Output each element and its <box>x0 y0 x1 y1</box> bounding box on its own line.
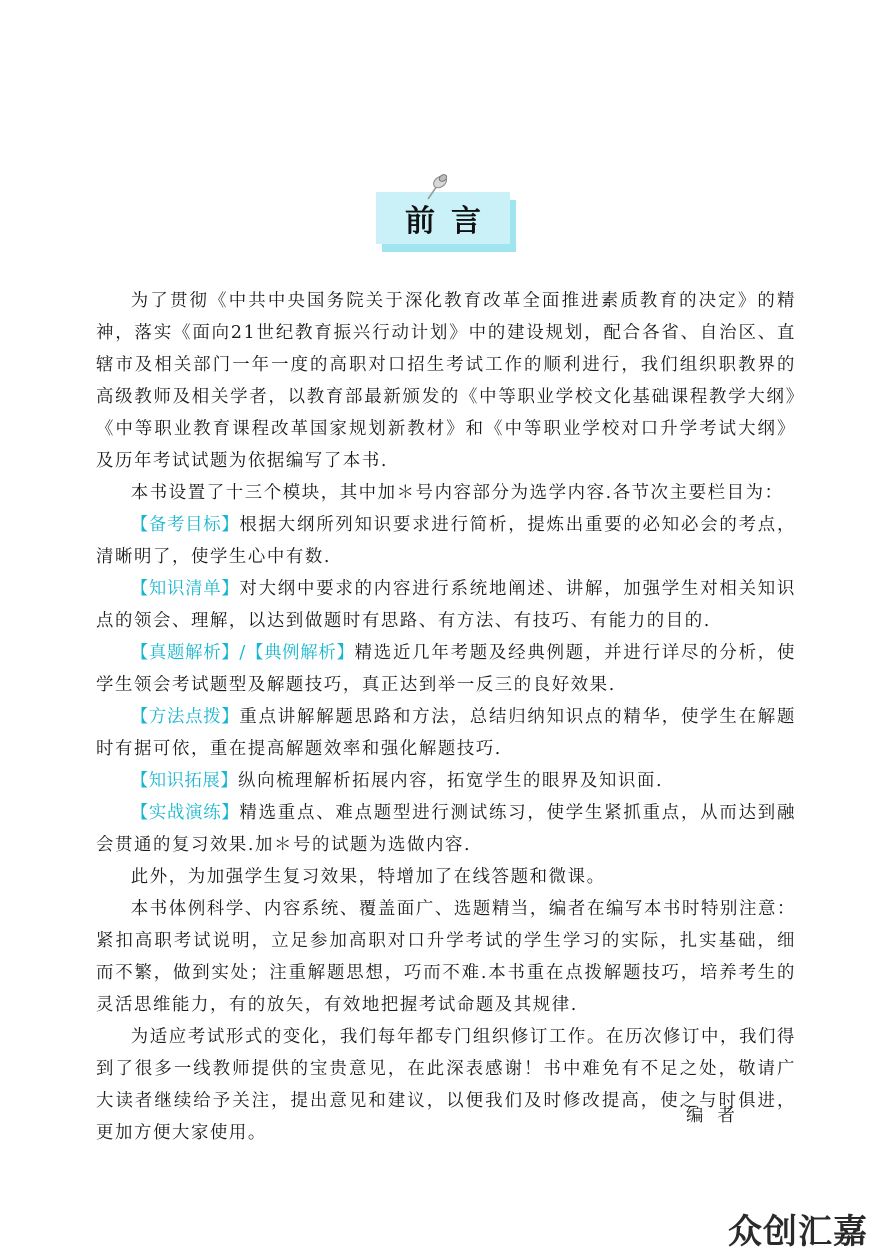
paragraph-text: 本书设置了十三个模块，其中加＊号内容部分为选学内容.各节次主要栏目为： <box>130 483 784 503</box>
paragraph-text: 为适应考试形式的变化，我们每年都专门组织修订工作。在历次修订中，我们得到了很多一线教师提供的宝贵意见，在此深表感谢！书中难免有不足之处，敬请广大读者继续给予关注，提出意见和建议，以便我们及时修改提高，使之与时俱进，更加方便大家使用。 <box>96 1027 796 1143</box>
section-item <box>96 573 796 637</box>
section-item <box>96 701 796 765</box>
paragraph-text: 为了贯彻《中共中央国务院关于深化教育改革全面推进素质教育的决定》的精神，落实《面向21世纪教育振兴行动计划》中的建设规划，配合各省、自治区、直辖市及相关部门一年一度的高职对口招生考试工作的顺利进行，我们组织职教界的高级教师及相关学者，以教育部最新颁发的《中等职业学校文化基础课程教学大纲》《中等职业教育课程改革国家规划新教材》和《中等职业学校对口升学考试大纲》及历年考试试题为依据编写了本书. <box>96 291 796 471</box>
page-title: 前言 <box>405 204 497 239</box>
section-text: 重点讲解解题思路和方法，总结归纳知识点的精华，使学生在解题时有据可依，重在提高解题效率和强化解题技巧. <box>96 707 796 759</box>
section-item <box>96 765 796 797</box>
section-text: 根据大纲所列知识要求进行简析，提炼出重要的必知必会的考点，清晰明了，使学生心中有数. <box>96 515 796 567</box>
section-text: 纵向梳理解析拓展内容，拓宽学生的眼界及知识面. <box>238 771 664 791</box>
paragraph <box>96 285 796 477</box>
section-text: 对大纲中要求的内容进行系统地阐述、讲解，加强学生对相关知识点的领会、理解，以达到做题时有思路、有方法、有技巧、有能力的目的. <box>96 579 796 631</box>
section-tag: 【真题解析】/【典例解析】 <box>130 643 355 663</box>
section-tag: 【方法点拨】 <box>130 707 240 727</box>
section-tag: 【备考目标】 <box>130 515 240 535</box>
section-item <box>96 637 796 701</box>
paragraph-text: 此外，为加强学生复习效果，特增加了在线答题和微课。 <box>130 867 606 887</box>
section-item <box>96 797 796 861</box>
signature: 编者 <box>686 1106 749 1126</box>
preface-body <box>96 285 796 1149</box>
section-tag: 【知识清单】 <box>130 579 240 599</box>
paragraph <box>96 893 796 1021</box>
section-tag: 【实战演练】 <box>130 803 240 823</box>
paragraph <box>96 477 796 509</box>
section-item <box>96 509 796 573</box>
watermark-logo: 众创汇嘉 <box>728 1212 868 1252</box>
paragraph-text: 本书体例科学、内容系统、覆盖面广、选题精当，编者在编写本书时特别注意：紧扣高职考试说明，立足参加高职对口升学考试的学生学习的实际，扎实基础，细而不繁，做到实处；注重解题思想，巧而不难.本书重在点拨解题技巧，培养考生的灵活思维能力，有的放矢，有效地把握考试命题及其规律. <box>96 899 796 1015</box>
section-text: 精选近几年考题及经典例题，并进行详尽的分析，使学生领会考试题型及解题技巧，真正达到举一反三的良好效果. <box>96 643 796 695</box>
paragraph <box>96 861 796 893</box>
pushpin-icon <box>422 172 452 202</box>
section-tag: 【知识拓展】 <box>130 771 239 791</box>
section-text: 精选重点、难点题型进行测试练习，使学生紧抓重点，从而达到融会贯通的复习效果.加＊号的试题为选做内容. <box>96 803 796 855</box>
